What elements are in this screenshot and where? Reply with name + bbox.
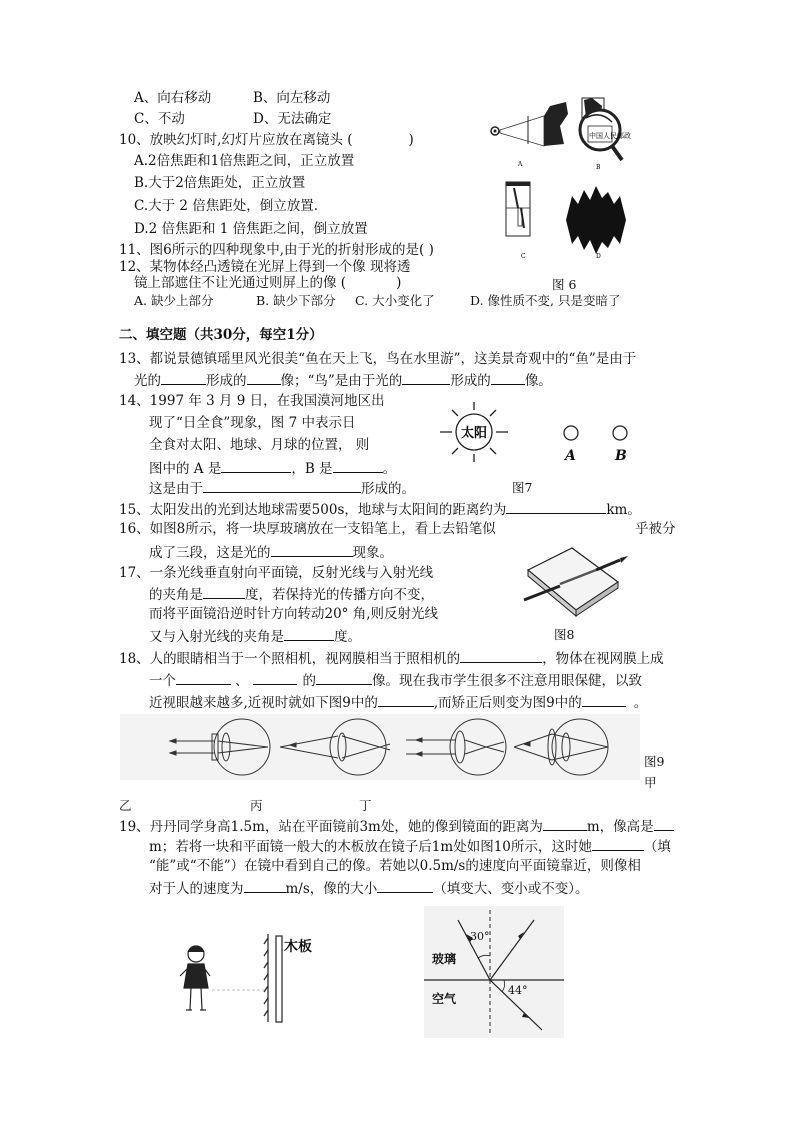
fig7-label-a: A xyxy=(565,448,576,464)
q19-blank-2[interactable] xyxy=(654,816,674,831)
q10-option-d: D.2 倍焦距和 1 倍焦距之间，倒立放置 xyxy=(134,221,368,237)
fig6-label-a: A xyxy=(518,161,523,168)
q10-stem: 10、放映幻灯时,幻灯片应放在离镜头 ( ) xyxy=(119,132,414,148)
fig11-air-label: 空气 xyxy=(432,992,457,1006)
q9-option-d: D、无法确定 xyxy=(253,111,332,127)
fig10-board-label: 木板 xyxy=(284,939,312,955)
q14-line1: 14、1997 年 3 月 9 日，在我国漠河地区出 xyxy=(119,393,385,409)
q14-blank-c[interactable] xyxy=(203,478,361,493)
fig9-label-yi: 乙 xyxy=(119,798,132,813)
fig9-label-bing: 丙 xyxy=(250,798,263,813)
q19-blank-3[interactable] xyxy=(592,836,644,851)
q14-blank-a[interactable] xyxy=(221,458,291,473)
fig11-angle-44: 44° xyxy=(508,984,528,997)
fig6-c-pencil-water-icon xyxy=(506,182,530,236)
girl-icon xyxy=(180,946,210,1010)
figure-9-eyes xyxy=(120,714,640,780)
q18-blank-2[interactable] xyxy=(176,670,231,685)
q17-blank-2[interactable] xyxy=(284,626,334,641)
q14-line5: 这是由于 形成的。 xyxy=(149,478,415,498)
fig9-label-jia: 甲 xyxy=(644,775,657,790)
q16-line1: 16、如图8所示，将一块厚玻璃放在一支铅笔上，看上去铅笔似 xyxy=(119,521,496,537)
q10-option-b: B.大于2倍焦距处，正立放置 xyxy=(134,175,306,191)
q18-line3: 近视眼越来越多,近视时就如下图9中的 ,而矫正后则变为图9中的 。 xyxy=(149,692,647,712)
fig6-caption: 图 6 xyxy=(552,277,577,292)
q17-blank-1[interactable] xyxy=(203,584,245,599)
q9-option-b: B、向左移动 xyxy=(253,90,331,106)
q17-line1: 17、一条光线垂直射向平面镜，反射光线与入射光线 xyxy=(119,565,434,581)
q19-blank-1[interactable] xyxy=(543,816,587,831)
q18-blank-4[interactable] xyxy=(316,670,372,685)
fig9-caption: 图9 xyxy=(644,754,665,769)
body-b-circle xyxy=(613,426,627,440)
q18-blank-3[interactable] xyxy=(253,670,297,685)
figure-6 xyxy=(488,96,638,266)
q18-line1: 18、人的眼睛相当于一个照相机，视网膜相当于照相机的 ，物体在视网膜上成 xyxy=(119,648,664,668)
q9-option-c: C、不动 xyxy=(134,111,185,127)
fig7-caption: 图7 xyxy=(512,480,533,495)
fig7-label-b: B xyxy=(615,448,627,464)
q18-blank-5[interactable] xyxy=(378,692,434,707)
q13-blank-2[interactable] xyxy=(247,370,281,385)
q12-option-c: C. 大小变化了 xyxy=(355,293,435,308)
q17-line3: 而将平面镜沿逆时针方向转动20° 角,则反射光线 xyxy=(149,606,439,622)
q14-line3: 全食对太阳、地球、月球的位置， 则 xyxy=(149,437,370,453)
q14-blank-b[interactable] xyxy=(333,458,383,473)
fig6-label-b: B xyxy=(596,164,601,171)
fig6-a-shadow-play-icon xyxy=(491,102,568,146)
q19-blank-5[interactable] xyxy=(377,878,433,893)
q12-option-a: A. 缺少上部分 xyxy=(134,293,214,308)
q17-line4: 又与入射光线的夹角是 度。 xyxy=(149,626,361,646)
q16-blank[interactable] xyxy=(271,542,353,557)
figure-7-bodies xyxy=(560,424,640,444)
q9-option-a: A、向右移动 xyxy=(134,90,212,106)
q13-blank-3[interactable] xyxy=(402,370,450,385)
q15-line: 15、太阳发出的光到达地球需要500s，地球与太阳间的距离约为 km。 xyxy=(119,499,641,519)
q10-option-a: A.2倍焦距和1倍焦距之间，正立放置 xyxy=(134,153,355,169)
q13-blank-4[interactable] xyxy=(491,370,525,385)
q18-line2: 一个 、 的 像。现在我市学生很多不注意用眼保健，以致 xyxy=(149,670,642,690)
q18-blank-6[interactable] xyxy=(582,692,626,707)
q19-line3: “能”或“不能”）在镜中看到自己的像。若她以0.5m/s的速度向平面镜靠近，则像相 xyxy=(149,858,641,874)
section-2-title: 二、填空题（共30分，每空1分） xyxy=(119,327,323,343)
q14-line4: 图中的 A 是 ，B 是 。 xyxy=(149,458,396,478)
q12-line1: 12、某物体经凸透镜在光屏上得到一个像 现将透 xyxy=(119,259,411,275)
q17-line2: 的夹角是 度，若保持光的传播方向不变， xyxy=(149,584,434,604)
q12-line2: 镜上部遮住不让光通过则屏上的像 ( ) xyxy=(134,275,402,291)
fig11-angle-30: 30° xyxy=(470,930,490,943)
mirror-icon xyxy=(264,934,268,1022)
fig6-d-reflection-icon xyxy=(566,186,626,254)
q12-option-d: D. 像性质不变, 只是变暗了 xyxy=(470,293,621,308)
q14-line2: 现了“日全食”现象，图 7 中表示日 xyxy=(149,415,356,431)
figure-11-refraction xyxy=(424,906,564,1038)
body-a-circle xyxy=(564,426,578,440)
fig11-glass-label: 玻璃 xyxy=(432,952,457,966)
q19-line1: 19、丹丹同学身高1.5m，站在平面镜前3m处，她的像到镜面的距离为 m，像高是 xyxy=(119,816,674,836)
q13-line2: 光的 形成的 像；“鸟”是由于光的 形成的 像。 xyxy=(134,370,552,390)
board-icon xyxy=(276,936,282,1022)
fig6-label-d: D xyxy=(596,253,601,260)
fig6-label-c: C xyxy=(521,253,526,260)
q19-line2: m；若将一块和平面镜一般大的木板放在镜子后1m处如图10所示，这时她 （填 xyxy=(149,836,671,856)
q12-option-b: B. 缺少下部分 xyxy=(256,293,336,308)
sun-label: 太阳 xyxy=(461,426,488,441)
figure-7-sun xyxy=(436,398,546,464)
q19-blank-4[interactable] xyxy=(244,878,286,893)
q18-blank-1[interactable] xyxy=(460,648,542,663)
figure-8-glass-pencil xyxy=(520,540,630,620)
fig8-caption: 图8 xyxy=(554,627,575,642)
q16-line2: 成了三段，这是光的 现象。 xyxy=(149,542,393,562)
q13-blank-1[interactable] xyxy=(161,370,206,385)
q13-line1: 13、都说景德镇瑶里风光很美“鱼在天上飞，鸟在水里游”，这美景奇观中的“鱼”是由于 xyxy=(119,351,637,367)
fig6-b-stamp-text: 中国人民邮政 xyxy=(589,132,631,140)
q11-stem: 11、图6所示的四种现象中,由于光的折射形成的是( ) xyxy=(119,242,434,258)
q10-option-c: C.大于 2 倍焦距处，倒立放置. xyxy=(134,198,319,214)
q16-line1-end: 乎被分 xyxy=(635,521,676,537)
fig9-label-ding: 丁 xyxy=(359,798,372,813)
q15-blank[interactable] xyxy=(506,499,606,514)
q19-line4: 对于人的速度为 m/s，像的大小 （填变大、变小或不变）。 xyxy=(149,878,589,898)
fig6-b-magnifier-icon xyxy=(580,98,622,160)
